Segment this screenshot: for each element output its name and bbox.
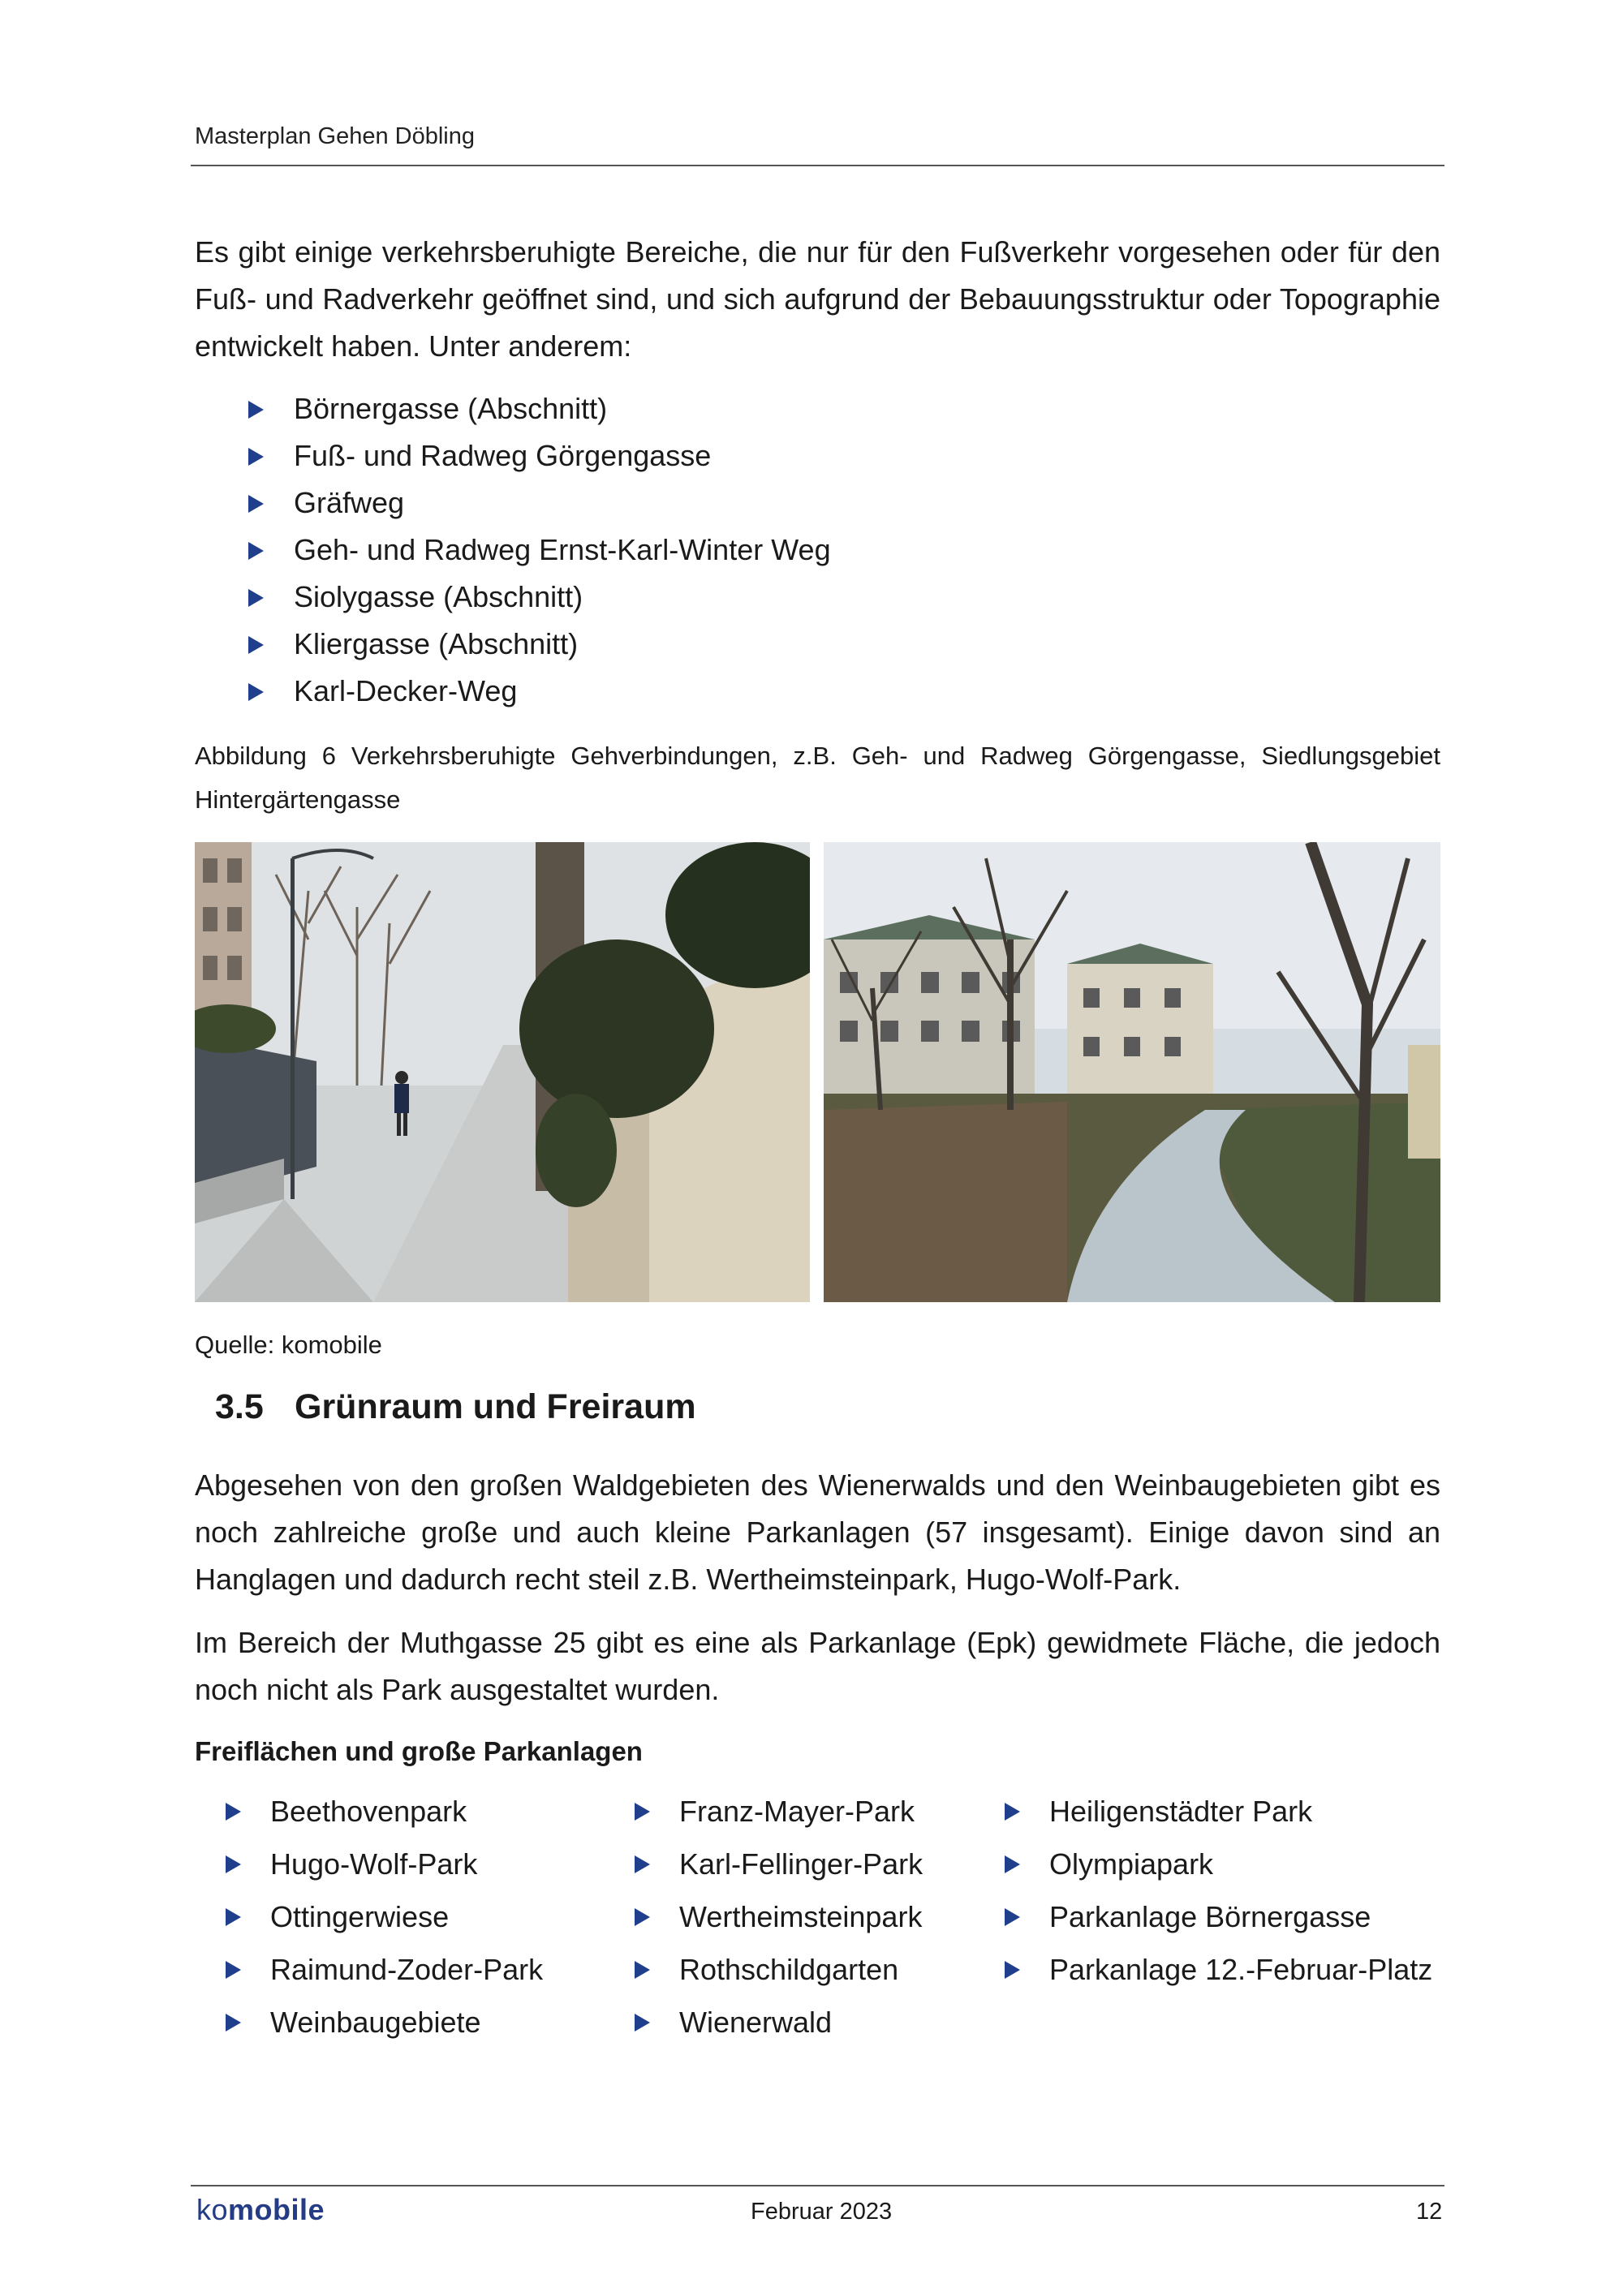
section-title: Grünraum und Freiraum (295, 1387, 696, 1426)
bullet-triangle-icon (248, 589, 264, 607)
section-paragraph-2: Im Bereich der Muthgasse 25 gibt es eine als Parkanlage (Epk) gewidmete Fläche, die jedoch noch nicht als Park ausgestaltet wurden. (195, 1626, 1440, 1706)
figure-caption: Abbildung 6 Verkehrsberuhigte Gehverbindungen, z.B. Geh- und Radweg Görgengasse, Siedlungsgebiet Hintergärtengasse (195, 742, 1440, 814)
list-item: Heiligenstädter Park (1005, 1788, 1432, 1841)
list-item: Olympiapark (1005, 1841, 1432, 1894)
list-item: Geh- und Radweg Ernst-Karl-Winter Weg (243, 527, 831, 574)
list-item: Franz-Mayer-Park (635, 1788, 923, 1841)
bullet-triangle-icon (248, 401, 264, 419)
section-number: 3.5 (215, 1387, 264, 1426)
footer-date: Februar 2023 (751, 2199, 893, 2225)
bullet-triangle-icon (635, 1855, 650, 1873)
traffic-calmed-areas-list (243, 385, 831, 715)
komobile-logo: komobile (196, 2193, 325, 2226)
bullet-triangle-icon (635, 1961, 650, 1979)
bullet-triangle-icon (1005, 1855, 1020, 1873)
footer-rule (191, 2185, 1444, 2186)
bullet-triangle-icon (1005, 1961, 1020, 1979)
figure-source: Quelle: komobile (195, 1331, 382, 1359)
section-heading (215, 1387, 696, 1427)
list-item: Wertheimsteinpark (635, 1894, 923, 1946)
bullet-triangle-icon (248, 683, 264, 701)
bullet-triangle-icon (635, 1803, 650, 1821)
list-item: Kliergasse (Abschnitt) (243, 621, 831, 668)
list-item: Rothschildgarten (635, 1946, 923, 1999)
bullet-triangle-icon (226, 2014, 241, 2032)
parks-column-2 (635, 1788, 923, 2052)
list-item: Wienerwald (635, 1999, 923, 2052)
list-item: Börnergasse (Abschnitt) (243, 385, 831, 432)
list-item: Parkanlage Börnergasse (1005, 1894, 1432, 1946)
list-item: Ottingerwiese (226, 1894, 543, 1946)
section-paragraph-1: Abgesehen von den großen Waldgebieten des Wienerwalds und den Weinbaugebieten gibt es noch zahlreiche große und auch kleine Parkanlagen (57 insgesamt). Einige davon sind an Hanglagen und dadurch recht steil z.B. Wertheimsteinpark, Hugo-Wolf-Park. (195, 1468, 1440, 1596)
intro-paragraph: Es gibt einige verkehrsberuhigte Bereiche, die nur für den Fußverkehr vorgesehen oder für den Fuß- und Radverkehr geöffnet sind, und sich aufgrund der Bebauungsstruktur oder Topographie entwickelt haben. Unter anderem: (195, 235, 1440, 363)
bullet-triangle-icon (226, 1908, 241, 1926)
parks-subheading: Freiflächen und große Parkanlagen (195, 1736, 643, 1766)
parks-column-1 (226, 1788, 543, 2052)
list-item: Raimund-Zoder-Park (226, 1946, 543, 1999)
bullet-triangle-icon (226, 1803, 241, 1821)
bullet-triangle-icon (1005, 1803, 1020, 1821)
header-rule (191, 165, 1444, 166)
bullet-triangle-icon (248, 636, 264, 654)
list-item: Weinbaugebiete (226, 1999, 543, 2052)
list-item: Beethovenpark (226, 1788, 543, 1841)
list-item: Fuß- und Radweg Görgengasse (243, 432, 831, 479)
page-number: 12 (1416, 2199, 1443, 2225)
list-item: Parkanlage 12.-Februar-Platz (1005, 1946, 1432, 1999)
list-item: Karl-Fellinger-Park (635, 1841, 923, 1894)
bullet-triangle-icon (226, 1961, 241, 1979)
bullet-triangle-icon (248, 542, 264, 560)
list-item: Hugo-Wolf-Park (226, 1841, 543, 1894)
parks-column-3 (1005, 1788, 1432, 1999)
photo-hintergaertengasse (824, 842, 1440, 1302)
bullet-triangle-icon (635, 1908, 650, 1926)
bullet-triangle-icon (635, 2014, 650, 2032)
list-item: Gräfweg (243, 479, 831, 527)
running-header: Masterplan Gehen Döbling (195, 123, 475, 149)
list-item: Karl-Decker-Weg (243, 668, 831, 715)
bullet-triangle-icon (1005, 1908, 1020, 1926)
bullet-triangle-icon (248, 495, 264, 513)
bullet-triangle-icon (226, 1855, 241, 1873)
list-item: Siolygasse (Abschnitt) (243, 574, 831, 621)
photo-goergengasse (195, 842, 810, 1302)
bullet-triangle-icon (248, 448, 264, 466)
